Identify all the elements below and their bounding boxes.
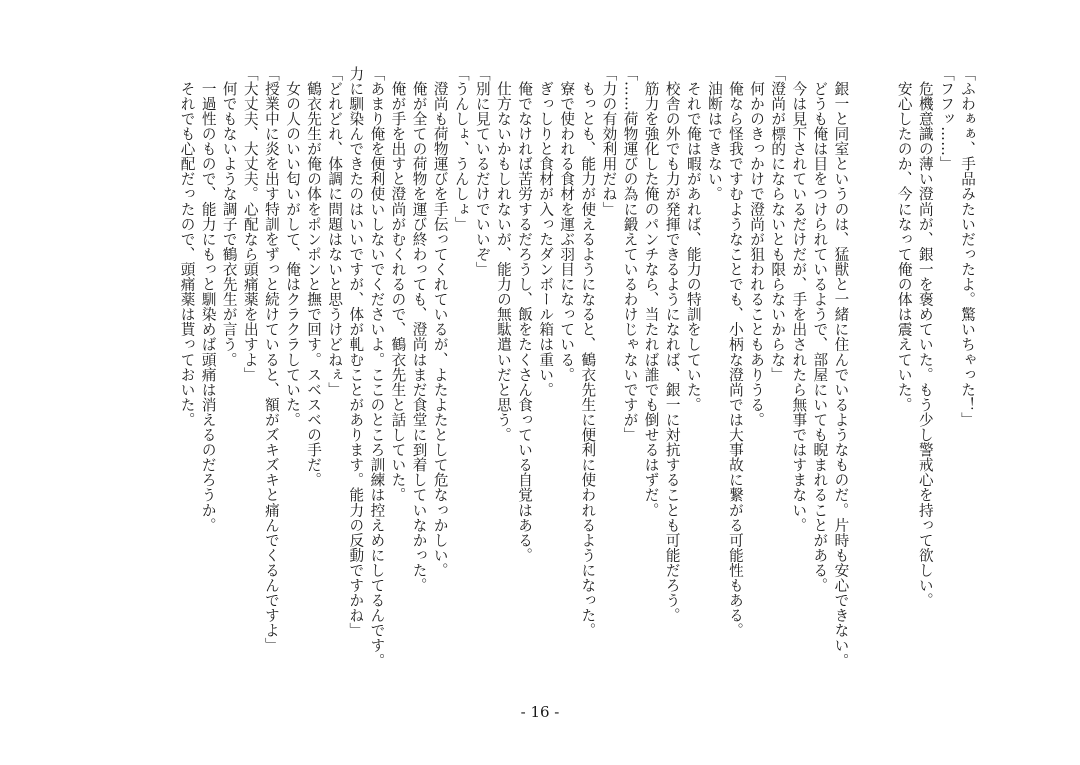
text-line: 「澄尚が標的にならないとも限らないからな」: [769, 66, 787, 383]
text-line: 「別に見ているだけでいいぞ」: [473, 66, 491, 277]
text-line: 「力の有効利用だね」: [600, 66, 618, 217]
page-number: - 16 -: [520, 703, 560, 721]
text-line: 女の人のいい匂いがして、俺はクラクラしていた。: [284, 66, 301, 428]
text-line: 「あまり俺を便利使いしないでくださいよ。ここのところ訓練は控えめにしてるんです。: [368, 66, 386, 668]
text-line: 鶴衣先生が俺の体をポンポンと撫で回す。スベスベの手だ。: [305, 66, 323, 488]
text-line: 油断はできない。: [705, 66, 723, 202]
blank-line: [851, 66, 872, 706]
text-line: ぎっしりと食材が入ったダンボール箱は重い。: [537, 66, 555, 398]
text-line: 「うんしょ、うんしょ」: [452, 66, 470, 232]
text-line: 危機意識の薄い澄尚が、銀一を褒めていた。もう少し警戒心を持って欲しい。: [916, 66, 934, 608]
text-line: 校舎の外でも力が発揮できるようになれば、銀一に対抗することも可能だろう。: [663, 66, 681, 623]
vertical-text-body: [78, 66, 978, 706]
text-line: 「授業中に炎を出す特訓をずっと続けていると、額がズキズキと痛んでくるんですよ」: [262, 66, 280, 653]
text-line: 何でもないような調子で鶴衣先生が言う。: [220, 66, 238, 367]
text-line: 力に馴染んできたのはいいですが、体が軋むことがあります。能力の反動ですかね」: [347, 66, 365, 638]
text-line: 寮で使われる食材を運ぶ羽目になっている。: [558, 66, 576, 383]
blank-line: [873, 66, 894, 706]
text-line: もっとも、能力が使えるようになると、鶴衣先生に便利に使われるようになった。: [579, 66, 597, 638]
text-line: 俺でなければ苦労するだろうし、飯をたくさん食っている自覚はある。: [516, 66, 534, 563]
text-line: それで俺は暇があれば、能力の特訓をしていた。: [684, 66, 702, 413]
text-line: 今は見下されているだけだが、手を出されたら無事ではすまない。: [790, 66, 808, 533]
text-line: 「ふわぁぁ、手品みたいだったよ。驚いちゃった！」: [959, 66, 976, 428]
text-line: どうも俺は目をつけられているようで、部屋にいても睨まれることがある。: [811, 66, 829, 593]
text-line: 俺が全ての荷物を運び終わっても、澄尚はまだ食堂に到着していなかった。: [410, 66, 428, 593]
text-line: 俺なら怪我ですむようなことでも、小柄な澄尚では大事故に繋がる可能性もある。: [726, 66, 744, 638]
text-line: 俺が手を出すと澄尚がむくれるので、鶴衣先生と話していた。: [389, 66, 407, 503]
text-line: 銀一と同室というのは、猛獣と一緒に住んでいるようなものだ。片時も安心できない。: [832, 66, 850, 668]
text-line: 何かのきっかけで澄尚が狙われることもありうる。: [748, 66, 766, 428]
text-line: それでも心配だったので、頭痛薬は貰っておいた。: [178, 66, 196, 428]
text-line: 「フフッ……」: [937, 66, 955, 172]
text-line: 仕方ないかもしれないが、能力の無駄遣いだと思う。: [494, 66, 512, 443]
text-line: 安心したのか、今になって俺の体は震えていた。: [895, 66, 913, 413]
text-line: 筋力を強化した俺のパンチなら、当たれば誰でも倒せるはずだ。: [642, 66, 660, 518]
text-line: 「どれどれ、体調に問題はないと思うけどねぇ」: [326, 66, 344, 398]
text-line: 「大丈夫、大丈夫。心配なら頭痛薬を出すよ」: [241, 66, 259, 383]
text-line: 「……荷物運びの為に鍛えているわけじゃないですが」: [621, 66, 639, 443]
text-line: 澄尚も荷物運びを手伝ってくれているが、よたよたとして危なっかしい。: [431, 66, 449, 578]
text-line: 一過性のもので、能力にもっと馴染めば頭痛は消えるのだろうか。: [199, 66, 217, 533]
